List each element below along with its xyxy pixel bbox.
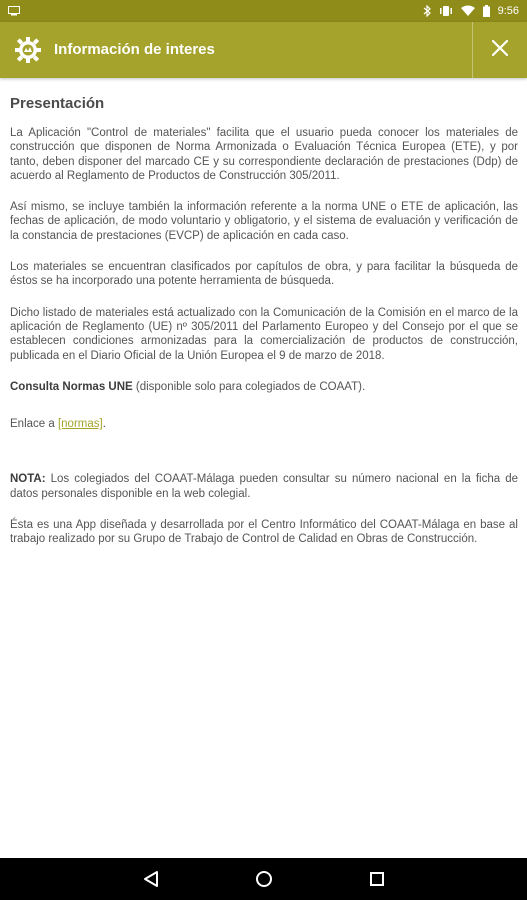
status-time: 9:56	[497, 5, 519, 17]
back-icon[interactable]	[141, 869, 161, 889]
paragraph-enlace	[10, 417, 518, 431]
battery-icon	[483, 5, 490, 17]
normas-link[interactable]: [normas]	[57, 418, 103, 431]
screen-icon	[8, 6, 20, 16]
home-icon[interactable]	[254, 869, 274, 889]
system-nav-bar	[0, 858, 527, 900]
info-content	[10, 95, 518, 564]
paragraph-classification: Los materiales se encuentran clasificados por capítulos de obra, y para facilitar la búsqueda de éstos se ha incorporado una potente herramienta de búsqueda.	[10, 261, 518, 288]
recents-icon[interactable]	[367, 869, 387, 889]
consulta-label: Consulta Normas UNE	[10, 380, 133, 393]
paragraph-credits: Ésta es una App diseñada y desarrollada por el Centro Informático del COAAT-Málaga en base al trabajo realizado por su Grupo de Trabajo de Control de Calidad en Obras de Construcción.	[10, 519, 518, 546]
status-bar	[0, 0, 527, 22]
paragraph-une-ete: Así mismo, se incluye también la información referente a la norma UNE o ETE de aplicación, las fechas de aplicación, de modo voluntario y obligatorio, y el sistema de evaluación y verificación de la constancia de prestaciones (EVCP) de aplicación en cada caso.	[10, 201, 518, 242]
section-heading: Presentación	[10, 95, 105, 112]
close-icon	[491, 39, 509, 62]
enlace-suffix: .	[102, 418, 106, 431]
paragraph-presentation: La Aplicación "Control de materiales" facilita que el usuario pueda conocer los materiales de construcción que disponen de Norma Armonizada o Evaluación Técnica Europea (ETE), y por tanto, deben disponer del marcado CE y su correspondiente declaración de prestaciones (Ddp) de acuerdo al Reglamento de Productos de Construcción 305/2011.	[10, 127, 518, 182]
vibrate-icon	[439, 5, 453, 17]
nota-label: NOTA:	[10, 473, 46, 486]
page-title: Información de interes	[54, 41, 215, 58]
consulta-text: (disponible solo para colegiados de COAAT).	[132, 380, 366, 393]
paragraph-consulta	[10, 380, 518, 394]
paragraph-nota	[10, 472, 518, 501]
close-button[interactable]	[472, 22, 527, 78]
app-logo-icon	[15, 37, 41, 63]
bluetooth-icon	[423, 5, 431, 17]
paragraph-update: Dicho listado de materiales está actualizado con la Comunicación de la Comisión en el marco de la aplicación de Reglamento (UE) nº 305/2011 del Parlamento Europeo y del Consejo por el que se establecen condiciones armonizadas para la comercialización de productos de construcción, publicada en el Diario Oficial de la Unión Europea el 9 de marzo de 2018.	[10, 306, 518, 362]
enlace-prefix: Enlace a	[10, 418, 58, 431]
wifi-icon	[461, 5, 475, 17]
nota-text: Los colegiados del COAAT-Málaga pueden consultar su número nacional en la ficha de datos personales disponible en la web colegial.	[10, 473, 518, 500]
app-toolbar	[0, 22, 527, 78]
